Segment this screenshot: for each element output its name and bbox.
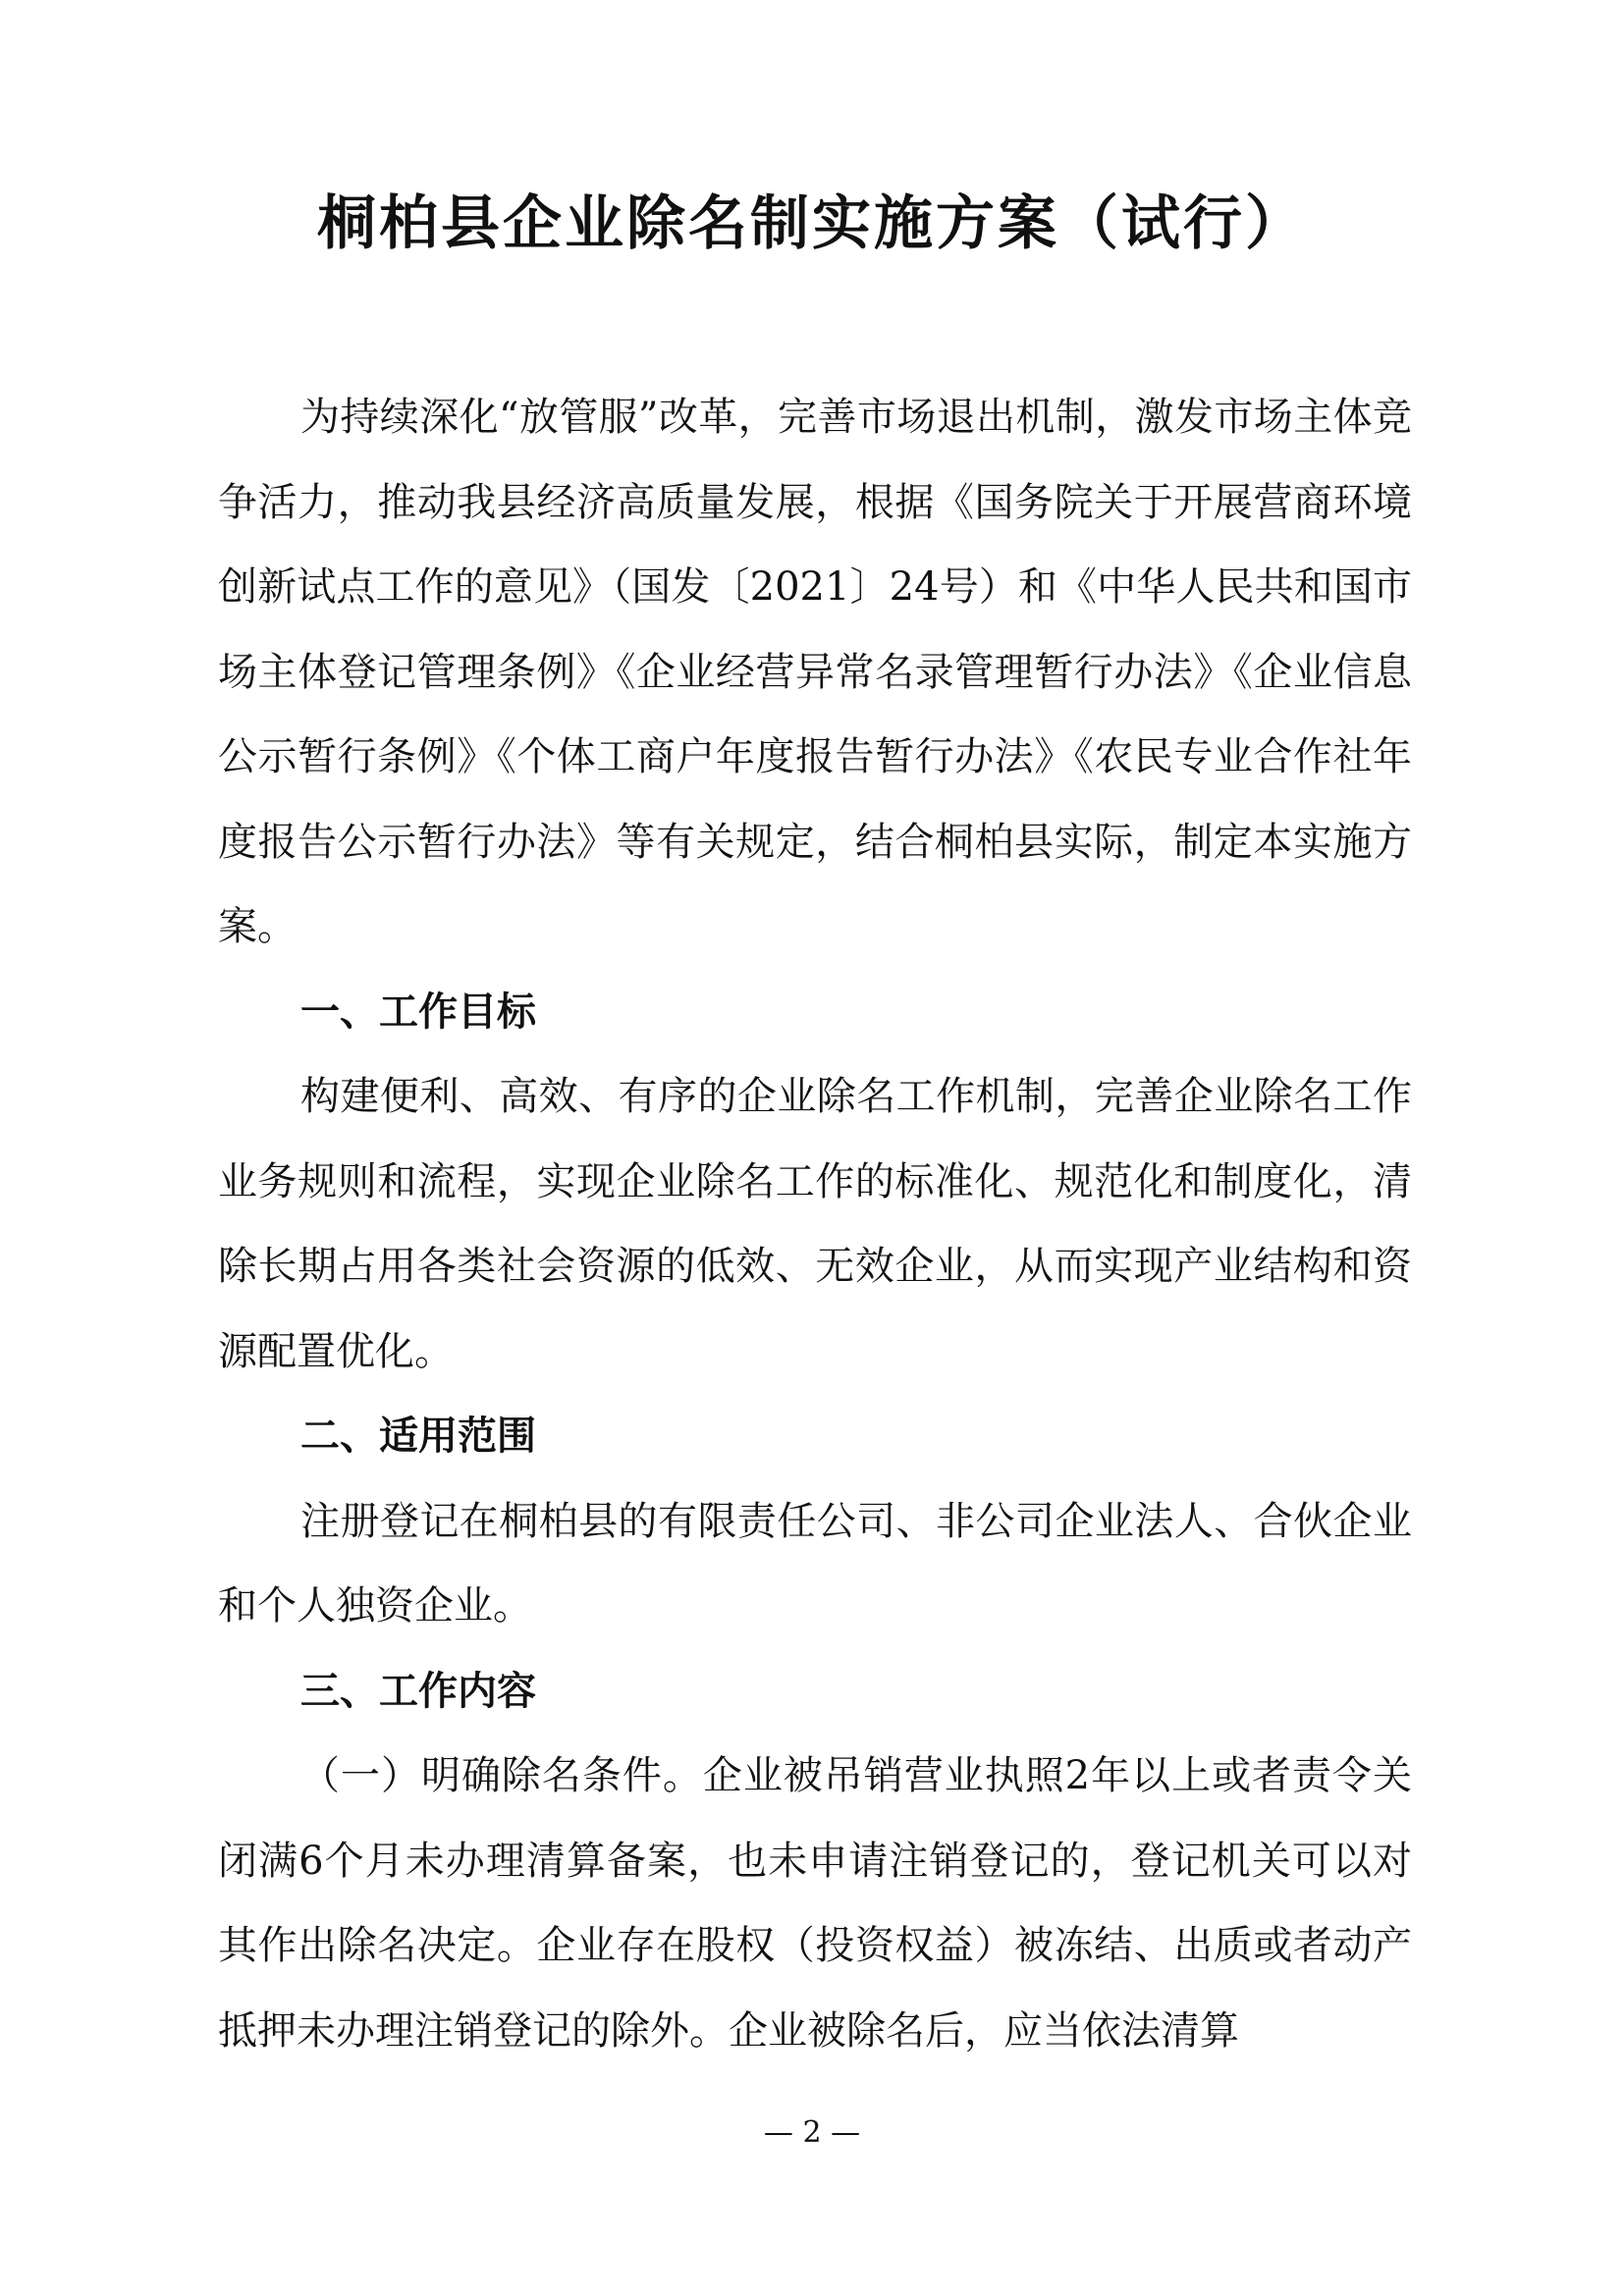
document-body	[218, 375, 1412, 2073]
document-title: 桐柏县企业除名制实施方案（试行）	[317, 189, 1307, 258]
section-text-scope: 注册登记在桐柏县的有限责任公司、非公司企业法人、合伙企业和个人独资企业。	[218, 1498, 1412, 1629]
page-number: — 2 —	[763, 2115, 861, 2150]
section-heading-content: 三、工作内容	[300, 1668, 536, 1714]
section-heading-scope: 二、适用范围	[300, 1414, 536, 1459]
section-text-content: （一）明确除名条件。企业被吊销营业执照2年以上或者责令关闭满6个月未办理清算备案，也未申请注销登记的，登记机关可以对其作出除名决定。企业存在股权（投资权益）被冻结、出质或者动产抵押未办理注销登记的除外。企业被除名后，应当依法清算	[218, 1753, 1412, 2054]
section-heading-goals: 一、工作目标	[300, 988, 536, 1035]
intro-paragraph: 为持续深化“放管服”改革，完善市场退出机制，激发市场主体竞争活力，推动我县经济高质量发展，根据《国务院关于开展营商环境创新试点工作的意见》（国发〔2021〕24号）和《中华人民共和国市场主体登记管理条例》《企业经营异常名录管理暂行办法》《企业信息公示暂行条例》《个体工商户年度报告暂行办法》《农民专业合作社年度报告公示暂行办法》等有关规定，结合桐柏县实际，制定本实施方案。	[218, 395, 1412, 949]
section-text-goals: 构建便利、高效、有序的企业除名工作机制，完善企业除名工作业务规则和流程，实现企业除名工作的标准化、规范化和制度化，清除长期占用各类社会资源的低效、无效企业，从而实现产业结构和资源配置优化。	[218, 1074, 1412, 1374]
